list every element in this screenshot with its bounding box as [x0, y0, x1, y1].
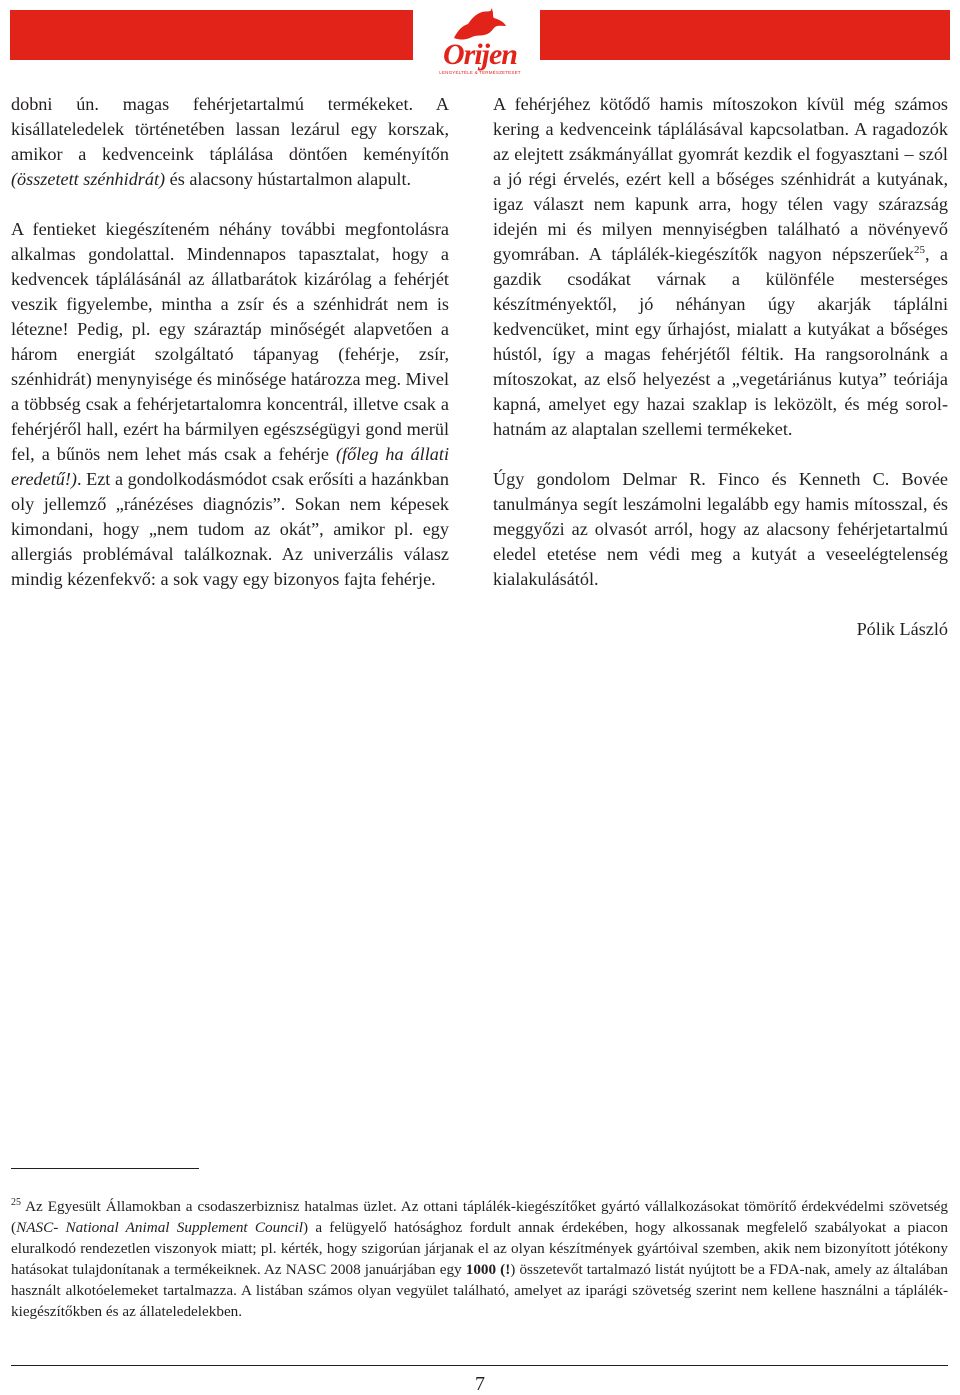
- left-column: [11, 92, 449, 592]
- footnote-number: 25: [11, 1197, 21, 1208]
- author-signature: Pólik László: [856, 619, 948, 639]
- orijen-logo: [432, 8, 528, 78]
- right-paragraph-1: A fehérjéhez kötődő hamis mítoszokon kívül még számos kering a kedvenceink táplálásával kapcsolatban. A ragadozók az elejtett zsákmányállat gyomrát kezdik el fogyasztani – szól a jó régi érvelés, ezért kell a bőséges szénhidrát a kutyának, igaz választ nem kapunk arra, hogy télen vagy szárazság idején mi és milyen mennyiségben található a növényevő gyomrában. A táplálék-kiegészítők nagyon népszerűek$^{25}$, a gazdik csodákat várnak a különféle mesterséges készítményektől, jó néhányan úgy akarják táplálni kedvencüket, mint egy űrhajóst, mialatt a kutyákat a bőséges hústól, így a magas fehérjétől féltik. Ha rangsorolnánk a mítoszokat, az első helyezést a „vegetáriánus kutya” teóriája kapná, amelyet egy hazai szaklap is leközölt, és még sorolhatnám az alaptalan szellemi termékeket.: [493, 94, 949, 439]
- right-column: [493, 92, 948, 642]
- left-paragraph-1: dobni ún. magas fehérjetartalmú termékeket. A kisállateledelek történetében lassan lezárul egy korszak, amikor a kedvenceink táplálása döntően keményítőn (összetett szénhidrát) és alacsony hústartalmon alapult.: [11, 94, 449, 189]
- logo-wordmark: Orijen: [442, 38, 517, 71]
- right-paragraph-2: Úgy gondolom Delmar R. Finco és Kenneth C. Bovée tanulmánya segít leszámolni legalább egy hamis mítosszal, és meggyőzi az olvasót arról, hogy az alacsony fehérjetartalmú eledel etetése nem védi meg a kutyát a veseelégtelenség kialakulásától.: [493, 469, 948, 589]
- header-bar-left: [10, 10, 413, 60]
- left-paragraph-2: A fentieket kiegészíteném néhány további megfontolásra alkalmas gondolattal. Mindennapos tapasztalat, hogy a kedvencek táplálásánál az állatbarátok kizárólag a fehérjét veszik figyelembe, mintha a zsír és a szénhidrát nem is létezne! Pedig, pl. egy száraztáp minőségét alapvetően a három energiát szolgáltató tápanyag (fehérje, zsír, szénhidrát) menynyisége és minősége határozza meg. Mivel a többség csak a fehérjetartalomra koncentrál, illetve csak a fehérjéről hall, ezért ha bármilyen egészségügyi gond merül fel, a bűnös nem lehet más csak a fehérje (főleg ha állati eredetű!). Ezt a gondolkodásmódot csak erősíti a hazánkban oly jellemző „ránézéses diagnózis”. Sokan nem képesek kimondani, hogy „nem tudom az okát”, amikor pl. egy allergiás problémával találkoznak. Az univerzális válasz mindig kézenfekvő: a sok vagy egy bizonyos fajta fehérje.: [11, 219, 449, 589]
- footnote-divider: [11, 1168, 199, 1169]
- page-number: 7: [475, 1373, 485, 1395]
- header-bar-right: [540, 10, 950, 60]
- bottom-divider: [11, 1365, 948, 1366]
- footnote-ref[interactable]: 25: [913, 244, 925, 256]
- footnote: $^{25}$ Az Egyesült Államokban a csodaszerbiznisz hatalmas üzlet. Az ottani táplálék-kiegészítőket gyártó vállalkozásokat tömörítő érdekvédelmi szövetség (NASC- National Animal Supplement Council) a felügyelő hatósághoz fordult annak érdekében, hogy alkossanak megfelelő szabályokat a piacon eluralkodó rendezetlen viszonyok miatt; pl. kérték, hogy szigorúan járjanak el az olyan készítmények gyártóival szemben, akik nem bizonyított jótékony hatásokat tulajdonítanak a termékeiknek. Az NASC 2008 januárjában egy 1000 (!) összetevőt tartalmazó listát nyújtott be a FDA-nak, amely az általában használt alkotóelemeket tartalmazza. A listában számos olyan vegyület található, amelyet az iparági szövetség szerint nem kellene használni a táplálékkiegészítőkben és az állateledelekben.: [11, 1197, 948, 1320]
- logo-subtitle: LENGYELTÉLE & TERMÉSZETESET: [439, 70, 521, 75]
